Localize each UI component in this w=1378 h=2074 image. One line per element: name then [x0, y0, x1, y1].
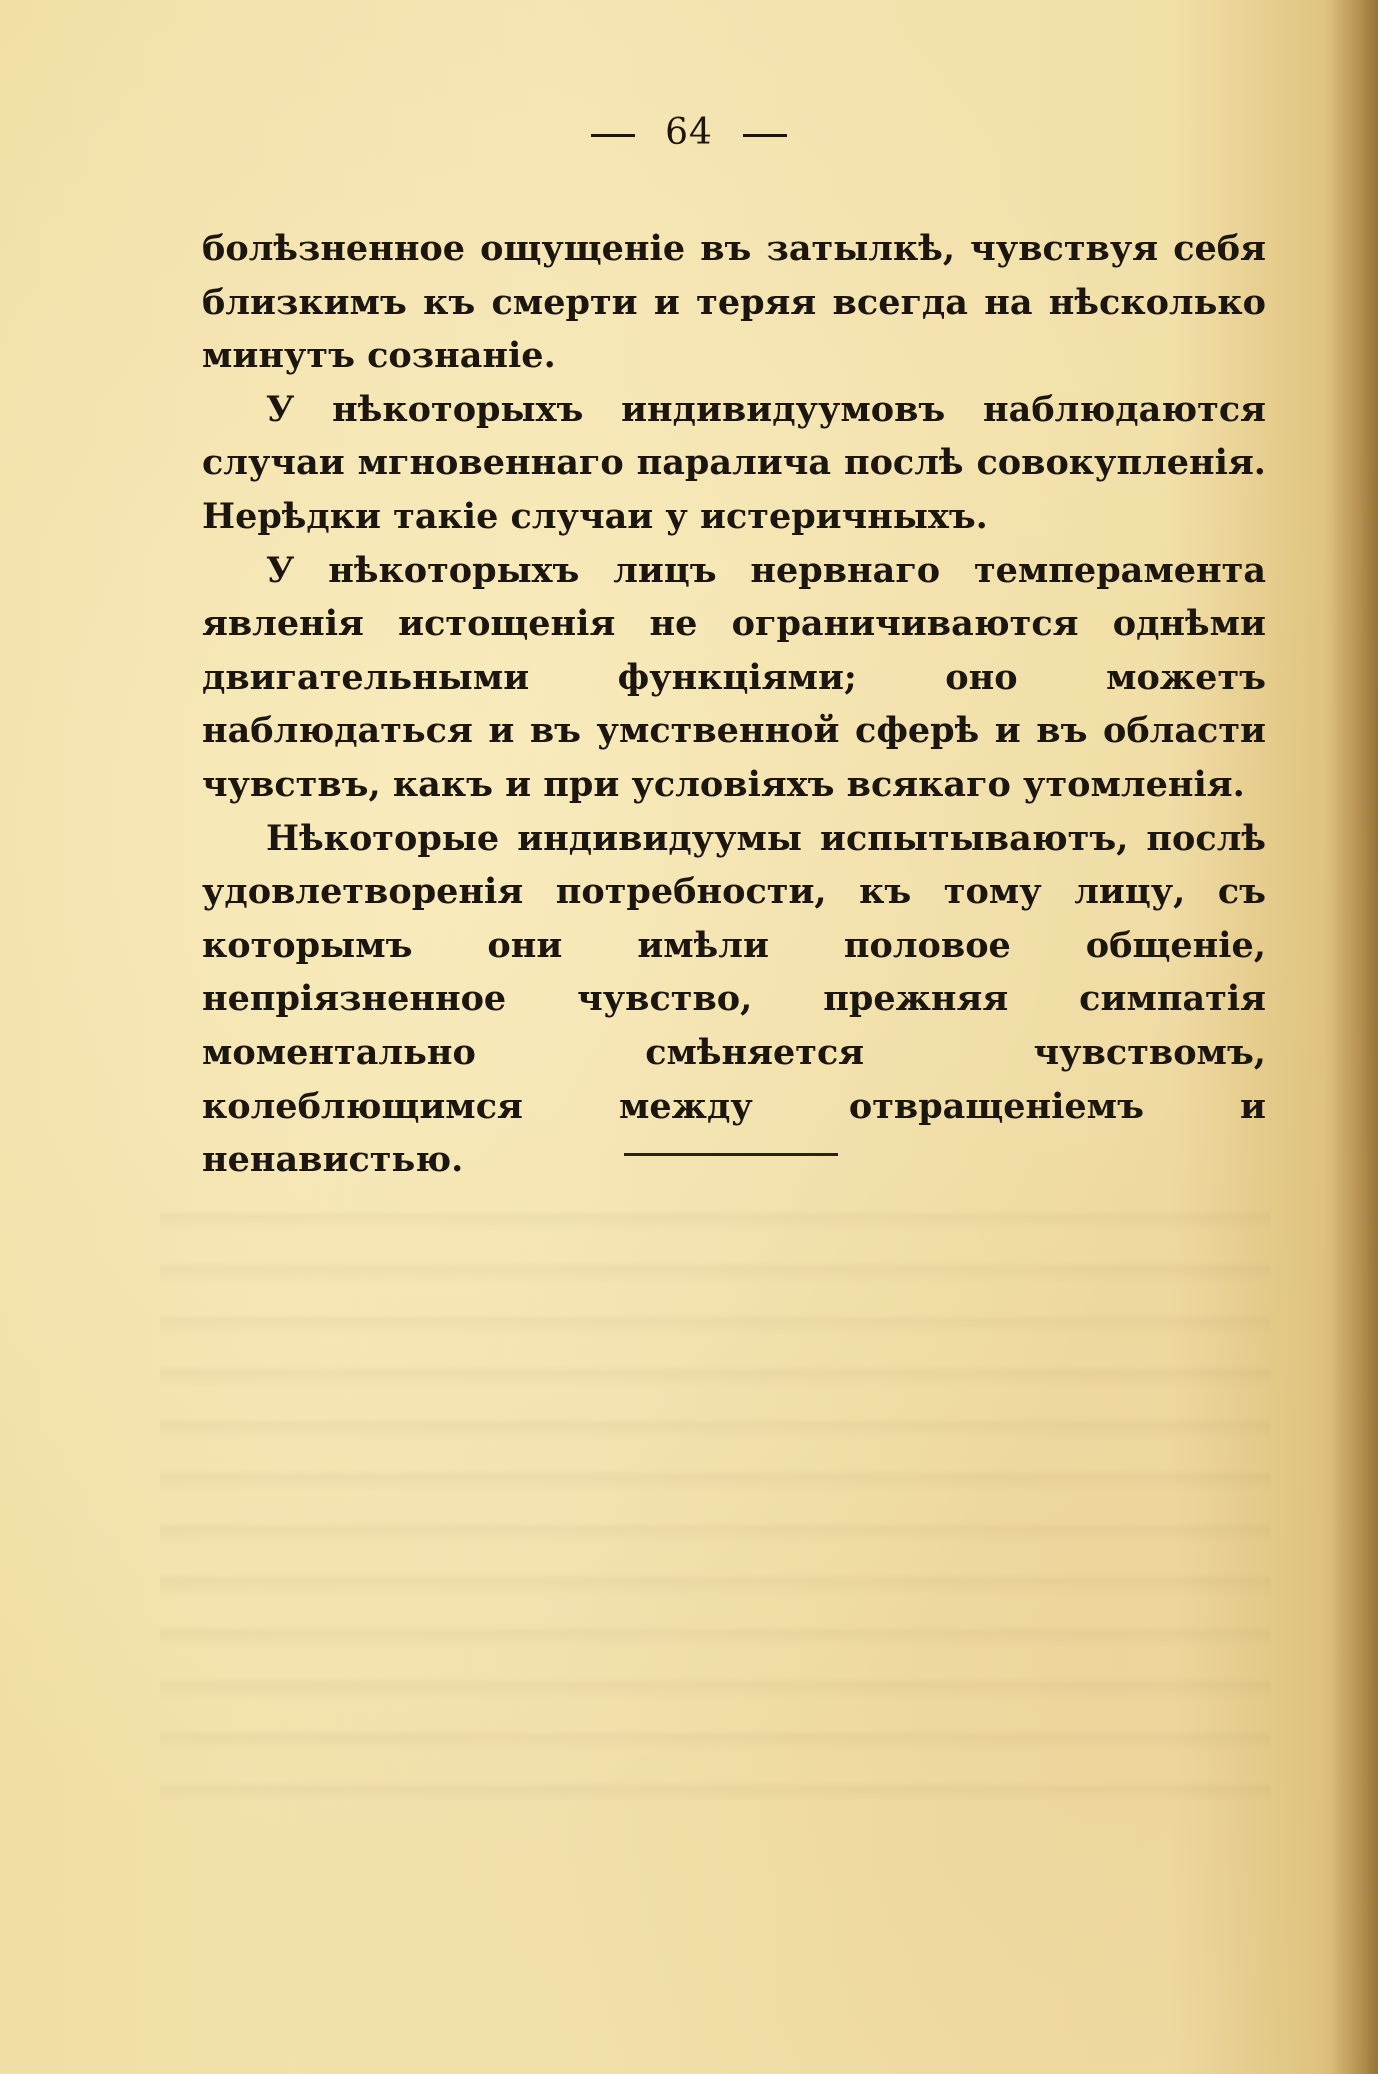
page-body	[202, 222, 1266, 1187]
paragraph-2: У нѣкоторыхъ индивидуумовъ наблюдаются случаи мгновеннаго паралича послѣ совокупленія. Нерѣдки такіе случаи у истеричныхъ.	[202, 388, 1266, 537]
paragraph-3: У нѣкоторыхъ лицъ нервнаго темперамента явленія истощенія не ограничиваются однѣми двигательными функціями; оно можетъ наблюдаться и въ умственной сферѣ и въ области чувствъ, какъ и при условіяхъ всякаго утомленія.	[202, 549, 1266, 805]
page-header	[0, 112, 1378, 153]
paragraph-1: болѣзненное ощущеніе въ затылкѣ, чувствуя себя близкимъ къ смерти и теряя всегда на нѣсколько минутъ сознаніе.	[202, 228, 1266, 377]
paragraph-4: Нѣкоторые индивидуумы испытываютъ, послѣ удовлетворенія потребности, къ тому лицу, съ которымъ они имѣли половое общеніе, непріязненное чувство, прежняя симпатія моментально смѣняется чувствомъ, колеблющимся между отвращеніемъ и ненавистью.	[202, 817, 1266, 1181]
page-edge-shadow	[1332, 0, 1378, 2074]
right-dash	[743, 134, 787, 137]
left-dash	[591, 134, 635, 137]
page-number: 64	[665, 112, 713, 153]
section-end-rule	[624, 1153, 838, 1156]
show-through-texture	[160, 1180, 1270, 1800]
